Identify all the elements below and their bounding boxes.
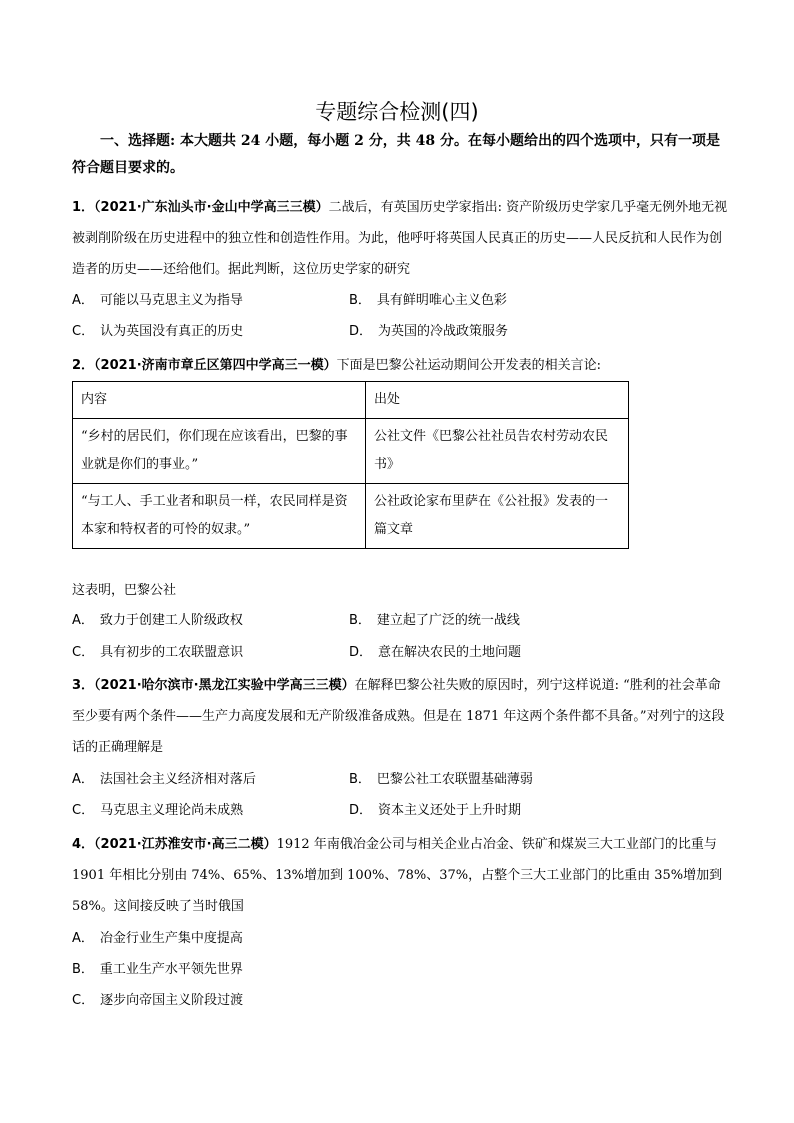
question-number: 1．	[72, 200, 95, 215]
q4-option-b: B． 重工业生产水平领先世界	[72, 962, 243, 977]
q3-option-d: D． 资本主义还处于上升时期	[349, 803, 522, 818]
q1-option-a: A． 可能以马克思主义为指导	[72, 293, 243, 308]
q2-option-c: C． 具有初步的工农联盟意识	[72, 645, 244, 660]
table-cell: 公社政论家布里萨在《公社报》发表的一篇文章	[366, 484, 629, 549]
quote-table	[72, 381, 629, 549]
q2-option-a: A． 致力于创建工人阶级政权	[72, 613, 243, 628]
question-number: 2．	[72, 358, 95, 373]
table-header: 内容	[73, 382, 366, 419]
q3-option-b: B． 巴黎公社工农联盟基础薄弱	[349, 772, 533, 787]
question-number: 3．	[72, 678, 95, 693]
table-row	[73, 419, 629, 484]
question-source: （2021·哈尔滨市·黑龙江实验中学高三三模）	[94, 678, 355, 693]
table-cell: “乡村的居民们，你们现在应该看出，巴黎的事业就是你们的事业。”	[73, 419, 366, 484]
q3-option-a: A． 法国社会主义经济相对落后	[72, 772, 256, 787]
question-4	[72, 829, 732, 922]
question-stem: 二战后，有英国历史学家指出: 资产阶级历史学家几乎毫无例外地无视被剥削阶级在历史进程中的独立性和创造性作用。为此，他呼吁将英国人民真正的历史——人民反抗和人民作为创造者的历史——还给他们。据此判断，这位历史学家的研究	[72, 200, 728, 277]
q1-option-b: B． 具有鲜明唯心主义色彩	[349, 293, 507, 308]
table-header-row	[73, 382, 629, 419]
question-source: （2021·广东汕头市·金山中学高三三模）	[94, 200, 329, 215]
q2-option-d: D． 意在解决农民的土地问题	[349, 645, 522, 660]
table-header: 出处	[366, 382, 629, 419]
question-source: （2021·济南市章丘区第四中学高三一模）	[94, 358, 337, 373]
question-source: （2021·江苏淮安市·高三二模）	[94, 837, 277, 852]
table-cell: “与工人、手工业者和职员一样，农民同样是资本家和特权者的可怜的奴隶。”	[73, 484, 366, 549]
question-number: 4．	[72, 837, 95, 852]
q4-option-c: C． 逐步向帝国主义阶段过渡	[72, 993, 244, 1008]
section-intro: 一、选择题: 本大题共 24 小题，每小题 2 分，共 48 分。在每小题给出的四个选项中，只有一项是符合题目要求的。	[72, 133, 720, 176]
q4-option-a: A． 冶金行业生产集中度提高	[72, 931, 243, 946]
question-2	[72, 350, 732, 381]
q3-option-c: C． 马克思主义理论尚未成熟	[72, 803, 244, 818]
q2-option-b: B． 建立起了广泛的统一战线	[349, 613, 520, 628]
table-row	[73, 484, 629, 549]
q1-option-d: D． 为英国的冷战政策服务	[349, 324, 509, 339]
page-title: 专题综合检测(四)	[315, 100, 479, 124]
q1-option-c: C． 认为英国没有真正的历史	[72, 324, 244, 339]
question-stem: 1912 年南俄冶金公司与相关企业占冶金、铁矿和煤炭三大工业部门的比重与 1901 年相比分别由 74%、65%、13%增加到 100%、78%、37%，占整个三大工业部门的比重由 35%增加到 58%。这间接反映了当时俄国	[72, 837, 723, 914]
question-1	[72, 192, 732, 285]
question-stem: 下面是巴黎公社运动期间公开发表的相关言论:	[336, 358, 602, 373]
question-3	[72, 670, 732, 763]
table-cell: 公社文件《巴黎公社社员告农村劳动农民书》	[366, 419, 629, 484]
question-2-continuation: 这表明，巴黎公社	[72, 583, 177, 598]
question-stem: 在解释巴黎公社失败的原因时，列宁这样说道: “胜利的社会革命至少要有两个条件——生产力高度发展和无产阶级准备成熟。但是在 1871 年这两个条件都不具备。”对列宁的这段话的正确理解是	[72, 678, 725, 755]
